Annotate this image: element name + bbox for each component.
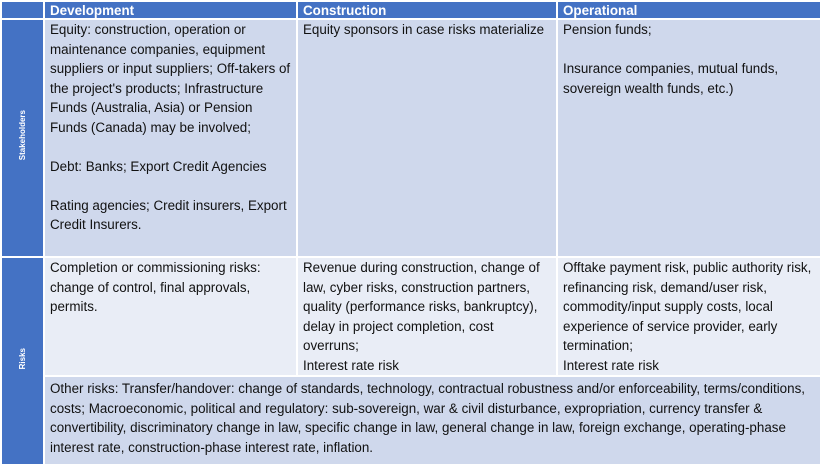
header-operational: Operational (557, 1, 820, 19)
header-row (1, 1, 820, 19)
stakeholders-development-rating: Rating agencies; Credit insurers, Export Credit Insurers. (50, 197, 287, 232)
risks-operational-cell (557, 257, 820, 376)
other-risks-row (1, 376, 820, 465)
stakeholders-operational-insurance: Insurance companies, mutual funds, sovereign wealth funds, etc.) (563, 61, 779, 96)
other-risks-text: Other risks: Transfer/handover: change of standards, technology, contractual robustness and/or enforceability, terms/conditions, costs; Macroeconomic, political and regulatory: sub-sovereign, war & civil disturbance, expropriation, currency transfer & convertibility, discriminatory change in law, specific change in law, general change in law, foreign exchange, operating-phase interest rate, construction-phase interest rate, inflation. (50, 381, 805, 455)
risks-operational-interest: Interest rate risk (563, 357, 659, 373)
stakeholders-construction-cell (297, 19, 557, 257)
risks-construction-text: Revenue during construction, change of law, cyber risks, construction partners, quality (performance risks, bankruptcy), delay in project completion, cost overruns; (303, 260, 540, 353)
risks-row (1, 257, 820, 376)
stakeholders-operational-pension: Pension funds; (563, 22, 652, 37)
risks-construction-cell (297, 257, 557, 376)
stakeholders-development-cell (44, 19, 297, 257)
header-construction: Construction (297, 1, 557, 19)
other-risks-cell (44, 376, 820, 465)
stakeholders-row (1, 19, 820, 257)
stakeholders-development-debt: Debt: Banks; Export Credit Agencies (50, 158, 267, 174)
risks-construction-interest: Interest rate risk (303, 357, 399, 373)
risks-row-header (1, 257, 44, 465)
corner-cell (1, 1, 44, 19)
stakeholders-development-equity: Equity: construction, operation or maintenance companies, equipment suppliers or input suppliers; Off-takers of the project's products; Infrastructure Funds (Australia, Asia) or Pension Funds (Canada) may be involved; (50, 22, 291, 135)
risks-development-cell (44, 257, 297, 376)
stakeholders-operational-cell (557, 19, 820, 257)
header-development: Development (44, 1, 297, 19)
stakeholders-construction-text: Equity sponsors in case risks materialize (303, 22, 545, 37)
risks-operational-text: Offtake payment risk, public authority risk, refinancing risk, demand/user risk, commodity/input supply costs, local experience of service provider, early termination; (563, 260, 812, 353)
stakeholders-label: Stakeholders (17, 110, 27, 161)
risks-development-text: Completion or commissioning risks: change of control, final approvals, permits. (50, 260, 261, 314)
risks-label: Risks (17, 347, 27, 369)
stakeholders-row-header (1, 19, 44, 257)
